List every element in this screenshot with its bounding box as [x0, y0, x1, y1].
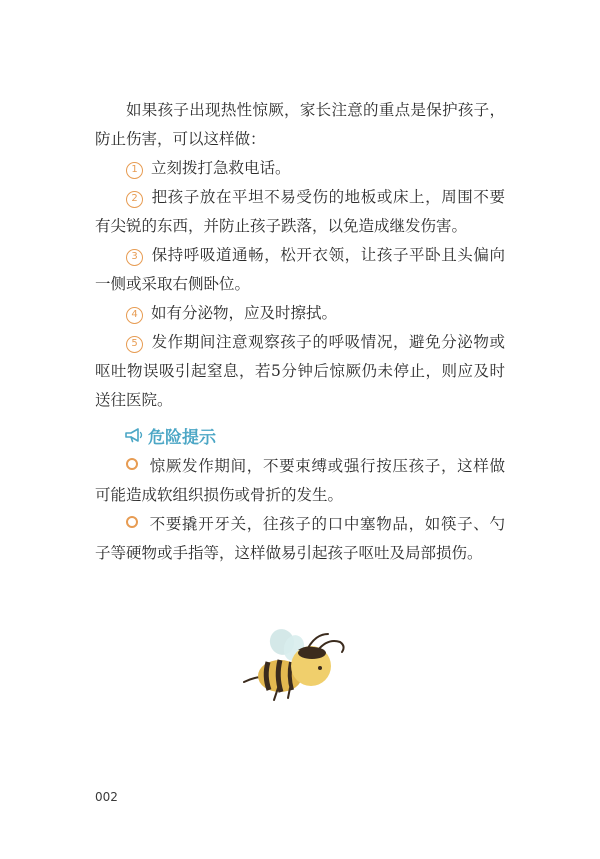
step-item — [95, 299, 505, 328]
step-text: 如有分泌物，应及时擦拭。 — [151, 304, 338, 322]
step-text: 立刻拨打急救电话。 — [151, 159, 291, 177]
step-text: 保持呼吸道通畅，松开衣领，让孩子平卧且头偏向一侧或采取右侧卧位。 — [95, 246, 505, 293]
step-text: 发作期间注意观察孩子的呼吸情况，避免分泌物或呕吐物误吸引起窒息，若5分钟后惊厥仍未停止，则应及时送往医院。 — [95, 333, 505, 409]
bullet-circle-icon — [126, 458, 138, 470]
tip-text: 惊厥发作期间，不要束缚或强行按压孩子，这样做可能造成软组织损伤或骨折的发生。 — [95, 457, 505, 504]
danger-heading — [124, 422, 216, 448]
step-item — [95, 328, 505, 415]
bullet-circle-icon — [126, 516, 138, 528]
step-number: 5 — [126, 336, 143, 353]
step-number: 2 — [126, 191, 143, 208]
intro-paragraph: 如果孩子出现热性惊厥，家长注意的重点是保护孩子，防止伤害，可以这样做： — [95, 101, 505, 148]
bee-illustration — [238, 628, 353, 708]
step-number: 1 — [126, 162, 143, 179]
step-item — [95, 154, 505, 183]
step-item — [95, 183, 505, 241]
danger-tips — [95, 452, 505, 568]
tip-item — [95, 510, 505, 568]
step-text: 把孩子放在平坦不易受伤的地板或床上，周围不要有尖锐的东西，并防止孩子跌落，以免造成继发伤害。 — [95, 188, 505, 235]
step-number: 3 — [126, 249, 143, 266]
tip-text: 不要撬开牙关，往孩子的口中塞物品，如筷子、勺子等硬物或手指等，这样做易引起孩子呕吐及局部损伤。 — [95, 515, 505, 562]
page-number: 002 — [95, 790, 118, 804]
danger-heading-text: 危险提示 — [148, 427, 216, 448]
tip-item — [95, 452, 505, 510]
step-number: 4 — [126, 307, 143, 324]
step-item — [95, 241, 505, 299]
first-aid-section — [95, 96, 505, 415]
megaphone-icon — [124, 427, 144, 443]
